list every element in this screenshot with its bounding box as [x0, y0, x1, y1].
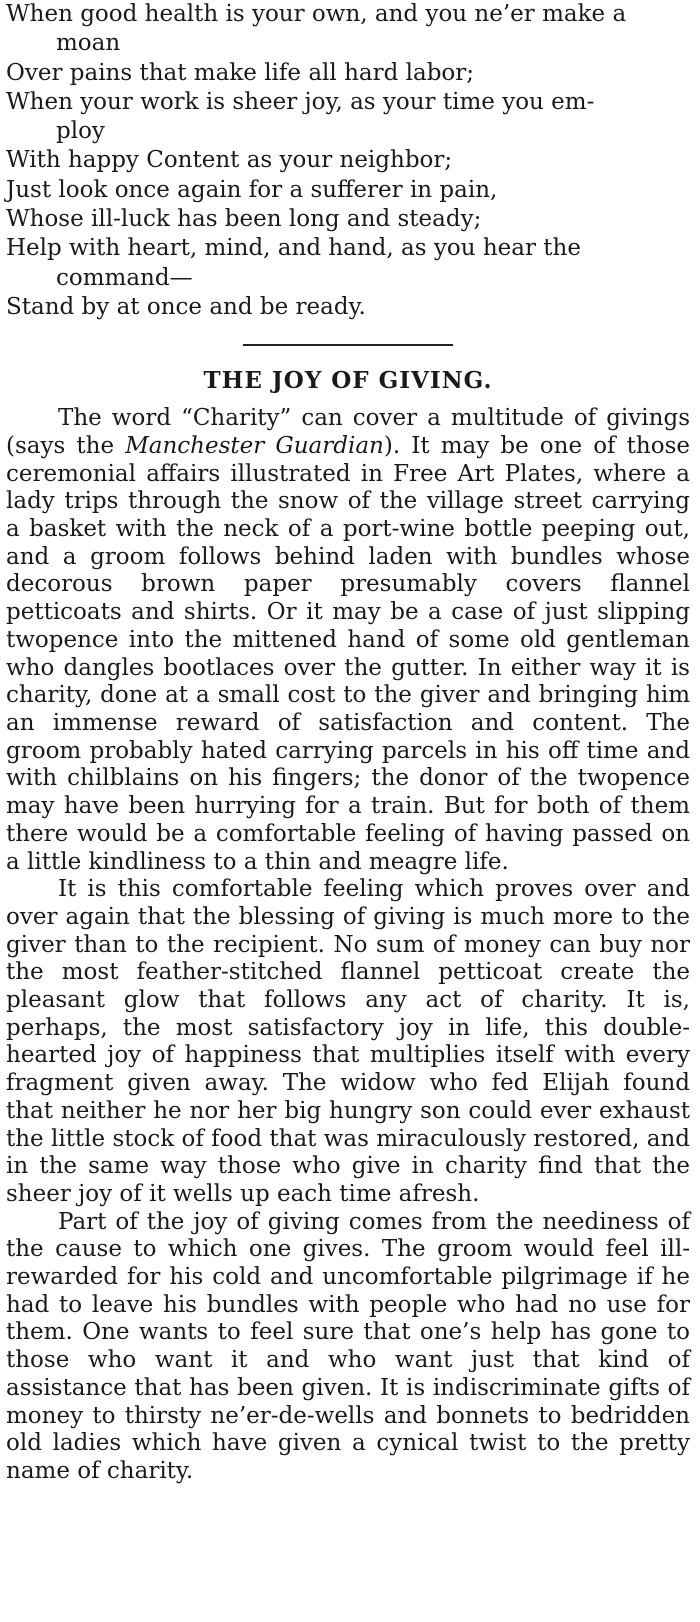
section-divider	[243, 344, 453, 346]
paragraph-text: The word “Charity” can cover a multitude of givings (says the	[6, 405, 690, 459]
article-paragraph	[6, 405, 690, 876]
poem-line: Over pains that make life all hard labor;	[6, 59, 475, 86]
poem-line: Stand by at once and be ready.	[6, 293, 366, 320]
article-title: THE JOY OF GIVING.	[203, 367, 493, 395]
paragraph-text: ). It may be one of those ceremonial affairs illustrated in Free Art Plates, where a lady trips through the snow of the village street carrying a basket with the neck of a port-wine bottle peeping out, and a groom follows behind laden with bundles whose decorous brown paper presumably covers flannel petticoats and shirts. Or it may be a case of just slipping twopence into the mittened hand of some old gentleman who dangles bootlaces over the gutter. In either way it is charity, done at a small cost to the giver and bringing him an immense reward of satisfaction and content. The groom probably hated carrying parcels in his off time and with chilblains on his fingers; the donor of the twopence may have been hurrying for a train. But for both of them there would be a comfortable feeling of having passed on a little kindliness to a thin and meagre life.	[6, 432, 691, 875]
poem-line: ploy	[56, 118, 105, 145]
article-paragraph: Part of the joy of giving comes from the neediness of the cause to which one gives. The groom would feel ill-rewarded for his cold and uncomfortable pilgrimage if he had to leave his bundles with people who had no use for them. One wants to feel sure that one’s help has gone to those who want it and who want just that kind of assistance that has been given. It is indiscriminate gifts of money to thirsty ne’er-de-wells and bonnets to bedridden old ladies which have given a cynical twist to the pretty name of charity.	[6, 1208, 690, 1484]
poem-line: Whose ill-luck has been long and steady;	[6, 206, 482, 233]
article-body	[6, 405, 690, 1485]
poem-line: With happy Content as your neighbor;	[6, 147, 453, 174]
poem-line: moan	[56, 30, 121, 57]
poem-stanza	[6, 0, 690, 322]
poem-line: When good health is your own, and you ne’er make a	[6, 1, 627, 27]
poem-line: Help with heart, mind, and hand, as you hear the	[6, 235, 581, 262]
source-citation: Manchester Guardian	[125, 432, 384, 459]
poem-line: Just look once again for a sufferer in pain,	[6, 176, 498, 203]
poem-line: command—	[56, 264, 193, 291]
poem-line: When your work is sheer joy, as your time you em-	[6, 88, 595, 115]
article-paragraph: It is this comfortable feeling which proves over and over again that the blessing of giving is much more to the giver than to the recipient. No sum of money can buy nor the most feather-stitched flannel petticoat create the pleasant glow that follows any act of charity. It is, perhaps, the most satisfactory joy in life, this double-hearted joy of happiness that multiplies itself with every fragment given away. The widow who fed Elijah found that neither he nor her big hungry son could ever exhaust the little stock of food that was miraculously restored, and in the same way those who give in charity find that the sheer joy of it wells up each time afresh.	[6, 876, 690, 1207]
